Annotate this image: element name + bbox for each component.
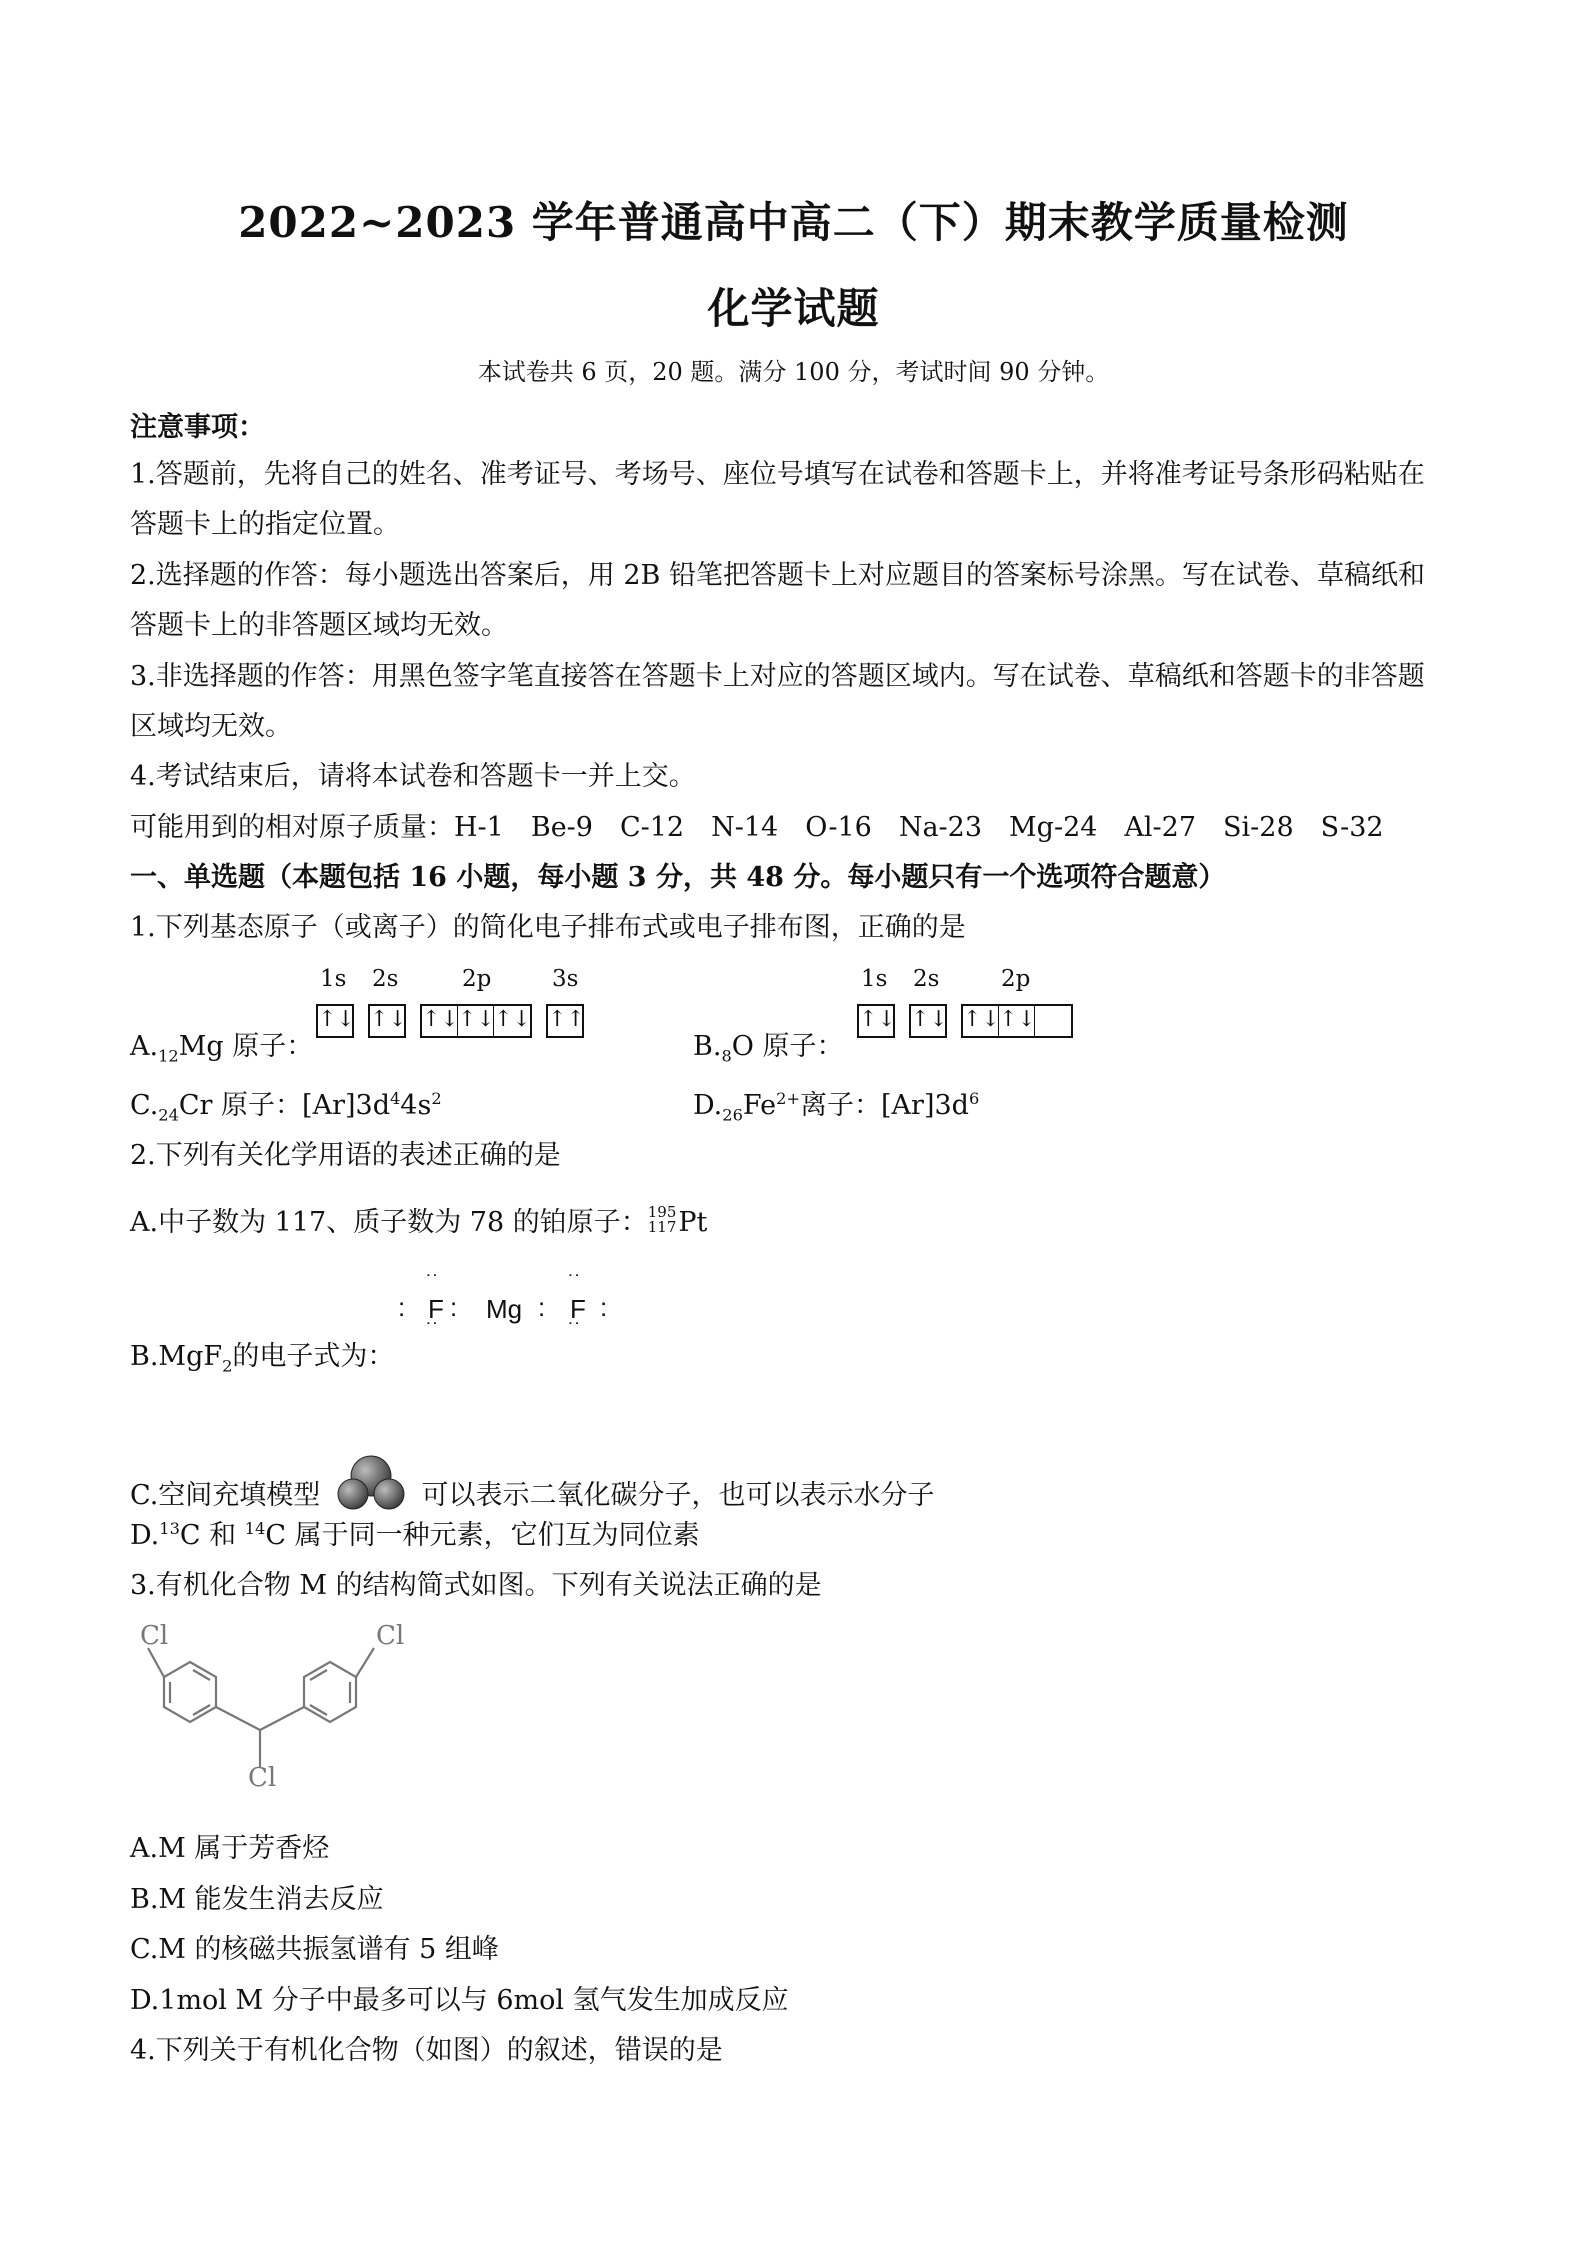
orbital-cell: ↑↓: [318, 1007, 355, 1032]
electron-dots: :: [398, 1292, 406, 1322]
orbital-label: 1s: [861, 966, 888, 992]
q1-b-orbital-diagram: [853, 966, 1083, 1046]
orbital-cell: ↑↓: [494, 1007, 531, 1032]
option-text: O 原子：: [731, 1031, 844, 1062]
orbital-box-1s: [857, 1004, 895, 1038]
orbital-cell: ↑↓: [859, 1007, 896, 1032]
option-text: 离子：[Ar]3d: [800, 1090, 969, 1121]
option-letter: D.: [130, 1520, 160, 1551]
q3-option-d: D.1mol M 分子中最多可以与 6mol 氢气发生加成反应: [130, 1985, 789, 2016]
atomic-number: 12: [158, 1046, 179, 1066]
electron-dots: :: [538, 1292, 546, 1322]
electron-dots: ˙˙: [568, 1320, 582, 1342]
option-text: C 属于同一种元素，它们互为同位素: [265, 1520, 700, 1551]
option-letter: C.: [130, 1090, 159, 1121]
notice-line-6: 区域均无效。: [130, 711, 292, 742]
orbital-cell: ↑↓: [370, 1007, 407, 1032]
magnesium-atom: Mg: [486, 1294, 523, 1324]
q1-option-c: [130, 1083, 442, 1124]
option-text: 可以表示二氧化碳分子，也可以表示水分子: [421, 1480, 935, 1511]
fluorine-atom: F: [428, 1294, 444, 1324]
q1-option-a: [130, 1024, 313, 1065]
option-letter: A.: [130, 1031, 159, 1062]
atomic-number: 8: [721, 1046, 732, 1066]
q1-a-orbital-diagram: [312, 966, 612, 1046]
q1-option-b: [693, 1024, 843, 1065]
superscript: 2: [431, 1089, 442, 1108]
notice-line-2: 答题卡上的指定位置。: [130, 509, 400, 540]
q1-option-d: [693, 1083, 979, 1124]
q2-option-a: [130, 1200, 707, 1239]
orbital-label: 2s: [372, 966, 399, 992]
option-text: C.空间充填模型: [130, 1480, 321, 1511]
notice-line-7: 4.考试结束后，请将本试卷和答题卡一并上交。: [130, 761, 696, 792]
notice-heading: 注意事项：: [130, 412, 265, 443]
electron-dots: ˙˙: [426, 1272, 440, 1294]
q2-option-c: [130, 1452, 934, 1512]
orbital-box-2p: [420, 1004, 532, 1038]
orbital-label: 2p: [1001, 966, 1031, 992]
notice-line-4: 答题卡上的非答题区域均无效。: [130, 610, 508, 641]
q2-option-b: [130, 1334, 394, 1375]
option-text: 4s: [400, 1090, 432, 1121]
atomic-masses: 可能用到的相对原子质量：H-1 Be-9 C-12 N-14 O-16 Na-23 Mg-24 Al-27 Si-28 S-32: [130, 812, 1384, 843]
option-text: Mg 原子：: [178, 1031, 314, 1062]
mass-number: 14: [244, 1519, 266, 1538]
orbital-cell: ↑↓: [999, 1006, 1035, 1036]
q3-option-a: A.M 属于芳香烃: [130, 1833, 330, 1864]
mass-number: 13: [159, 1519, 180, 1538]
option-text: Cr 原子：[Ar]3d: [178, 1090, 390, 1121]
orbital-box-2s: [909, 1004, 947, 1038]
orbital-label: 1s: [320, 966, 347, 992]
orbital-label: 2s: [913, 966, 940, 992]
orbital-cell: ↑↓: [963, 1006, 999, 1036]
superscript: 4: [389, 1089, 401, 1108]
option-text: B.MgF: [130, 1341, 223, 1372]
chlorine-label: Cl: [140, 1621, 169, 1651]
chlorine-label: Cl: [248, 1763, 277, 1788]
electron-dots: :: [450, 1292, 458, 1322]
q2-option-d: [130, 1513, 700, 1552]
q2-stem: 2.下列有关化学用语的表述正确的是: [130, 1140, 561, 1171]
subject-title: 化学试题: [707, 284, 880, 333]
notice-line-3: 2.选择题的作答：每小题选出答案后，用 2B 铅笔把答题卡上对应题目的答案标号涂黑。写在试卷、草稿纸和: [130, 560, 1425, 591]
fluorine-atom: F: [570, 1294, 586, 1324]
orbital-cell: ↑↑: [548, 1007, 585, 1032]
q3-structure-diagram: [130, 1618, 460, 1788]
electron-dots: ˙˙: [426, 1320, 440, 1342]
atomic-number: 24: [158, 1105, 179, 1125]
q3-stem: 3.有机化合物 M 的结构简式如图。下列有关说法正确的是: [130, 1570, 822, 1601]
orbital-box-1s: [316, 1004, 354, 1038]
element-symbol: Pt: [678, 1207, 708, 1238]
orbital-cell: [1035, 1006, 1071, 1036]
electron-dots: :: [600, 1292, 608, 1322]
superscript: 6: [968, 1089, 980, 1108]
notice-line-1: 1.答题前，先将自己的姓名、准考证号、考场号、座位号填写在试卷和答题卡上，并将准考证号条形码粘贴在: [130, 459, 1425, 490]
orbital-box-2p: [961, 1004, 1073, 1038]
isotope-notation: [647, 1202, 677, 1236]
section-1-heading: 一、单选题（本题包括 16 小题，每小题 3 分，共 48 分。每小题只有一个选项符合题意）: [130, 862, 1226, 893]
q4-stem: 4.下列关于有机化合物（如图）的叙述，错误的是: [130, 2035, 723, 2066]
atomic-number: 117: [647, 1217, 677, 1236]
orbital-cell: ↑↓: [911, 1007, 948, 1032]
orbital-box-3s: [546, 1004, 584, 1038]
atomic-number: 26: [722, 1105, 743, 1125]
q3-option-b: B.M 能发生消去反应: [130, 1884, 384, 1915]
orbital-cell: ↑↓: [422, 1006, 458, 1036]
orbital-label: 3s: [552, 966, 579, 992]
chlorine-label: Cl: [376, 1621, 405, 1651]
orbital-label: 2p: [462, 966, 492, 992]
mgf2-electron-formula: [398, 1274, 628, 1354]
electron-dots: ˙˙: [568, 1272, 582, 1294]
superscript: 2+: [776, 1089, 801, 1108]
option-text: C 和: [179, 1520, 245, 1551]
option-text: A.中子数为 117、质子数为 78 的铂原子：: [130, 1207, 648, 1238]
q3-option-c: C.M 的核磁共振氢谱有 5 组峰: [130, 1934, 499, 1965]
exam-title: 2022~2023 学年普通高中高二（下）期末教学质量检测: [238, 198, 1349, 247]
subscript: 2: [222, 1356, 233, 1376]
option-text: 的电子式为：: [232, 1341, 395, 1372]
orbital-box-2s: [368, 1004, 406, 1038]
space-filling-model-icon: [331, 1452, 411, 1512]
option-letter: B.: [693, 1031, 722, 1062]
exam-info: 本试卷共 6 页，20 题。满分 100 分，考试时间 90 分钟。: [477, 358, 1110, 386]
mass-number: 195: [647, 1202, 677, 1221]
notice-line-5: 3.非选择题的作答：用黑色签字笔直接答在答题卡上对应的答题区域内。写在试卷、草稿纸和答题卡的非答题: [130, 661, 1425, 692]
q1-stem: 1.下列基态原子（或离子）的简化电子排布式或电子排布图，正确的是: [130, 912, 966, 943]
option-text: Fe: [742, 1090, 777, 1121]
option-letter: D.: [693, 1090, 723, 1121]
orbital-cell: ↑↓: [458, 1006, 494, 1036]
